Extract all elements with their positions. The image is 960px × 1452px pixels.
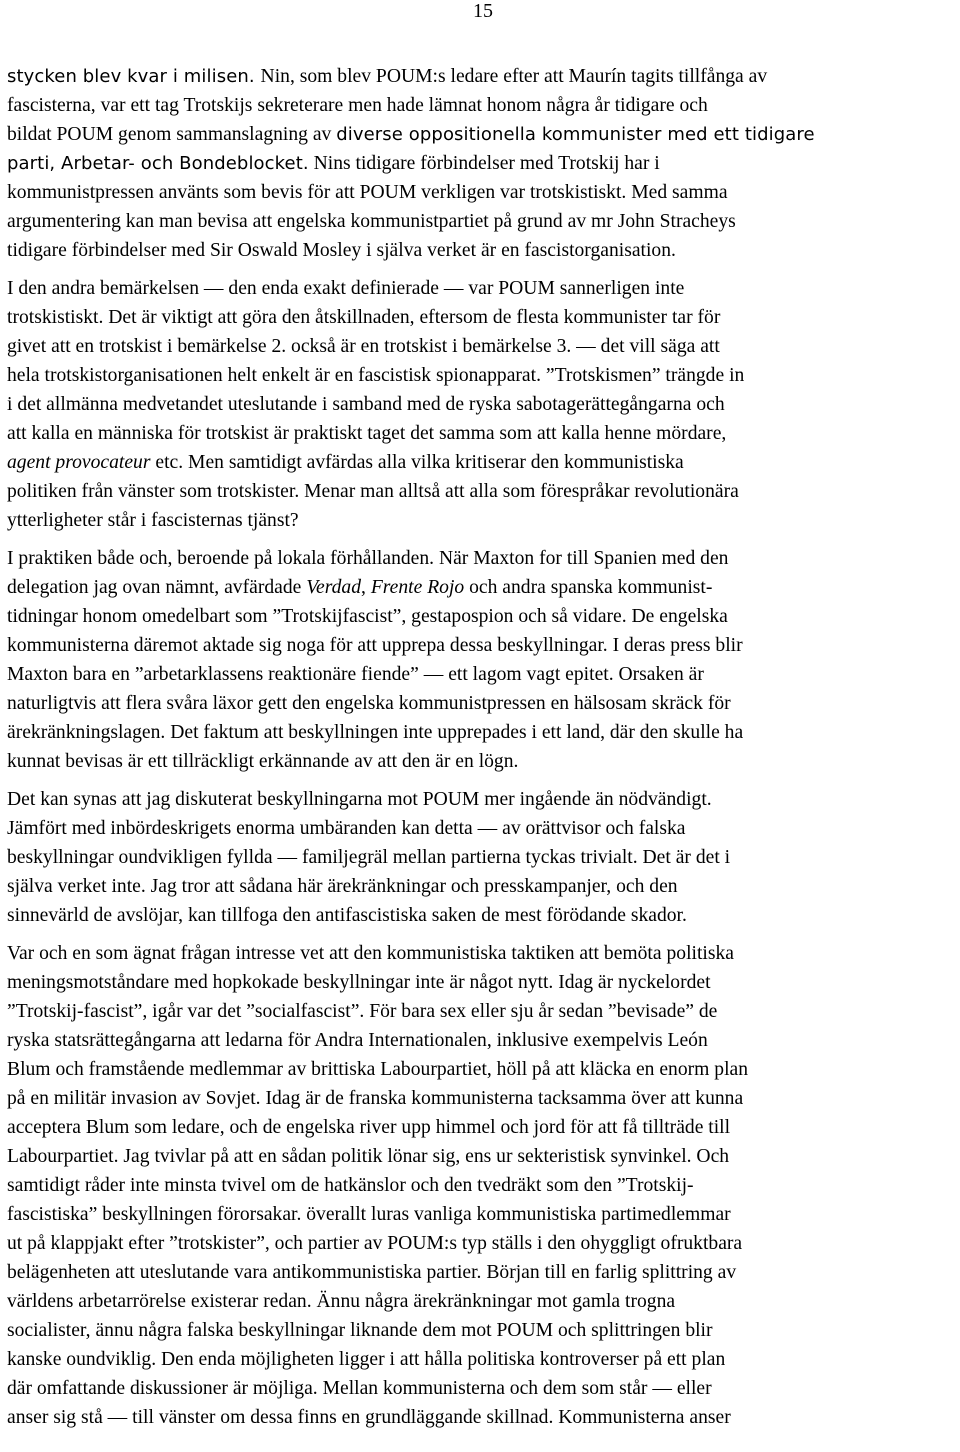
italic-text: Frente Rojo [370, 577, 465, 598]
italic-text: agent provocateur [7, 452, 151, 473]
paragraph [7, 785, 955, 930]
text-segment: I praktiken både och, beroende på lokala förhållanden. När Maxton for till Spanien med den delegation jag ovan nämnt, avfärdade [7, 548, 729, 598]
text-segment: I den andra bemärkelsen — den enda exakt definierade — var POUM sannerligen inte trotskistiskt. Det är viktigt att göra den åtskillnaden, eftersom de flesta kommunister tar för givet att en trotskist i bemärkelse 2. också är en trotskist i bemärkelse 3. — det vill säga att hela trotskistorganisationen helt enkelt är en fascistisk spionapparat. ”Trotskismen” trängde in i det allmänna medvetandet uteslutande i samband med de ryska sabotagerättegångarna och att kalla en människa för trotskist är praktiskt taget det samma som att kalla henne mördare, [7, 278, 745, 444]
italic-text: Verdad [306, 577, 362, 598]
text-segment: Det kan synas att jag diskuterat beskyllningarna mot POUM mer ingående än nödvändigt. Jämfört med inbördeskrigets enorma umbäranden kan detta — av orättvisor och falska beskyllningar oundvikligen fyllda — familjegräl mellan partierna tyckas trivialt. Det är det i själva verket inte. Jag tror att sådana här ärekränkningar och presskampanjer, och den sinnevärld de avslöjar, kan tillfoga den antifascistiska saken de mest förödande skador. [7, 789, 731, 926]
text-segment: Nins tidigare förbindelser med Trotskij har i kommunistpressen använts som bevis för att POUM verkligen var trotskistiskt. Med samma argumentering kan man bevisa att engelska kommunistpartiet på grund av mr John Stracheys tidigare förbindelser med Sir Oswald Mosley i själva verket är en fascistorganisation. [7, 153, 736, 261]
paragraph [7, 274, 955, 535]
text-segment: och andra spanska kommunist- tidningar honom omedelbart som ”Trotskijfascist”, gestapospion och så vidare. De engelska kommunisterna däremot aktade sig noga för att upprepa dessa beskyllningar. I deras press blir Maxton bara en ”arbetarklassens reaktionäre fiende” — ett lagom vagt epitet. Orsaken är naturligtvis att flera svåra läxor gett den engelska kommunistpressen en hälsosam skräck för ärekränkningslagen. Det faktum att beskyllningen inte upprepades i ett land, där den skulle ha kunnat bevisas är ett tillräckligt erkännande av att den är en lögn. [7, 577, 744, 772]
text-segment: etc. Men samtidigt avfärdas alla vilka kritiserar den kommunistiska politiken från vänster som trotskister. Menar man alltså att alla som förespråkar revolutionära ytterligheter står i fascisternas tjänst? [7, 452, 739, 531]
text-segment: diverse oppositionella kommunister med ett tidigare parti, Arbetar- och Bondeblocket. [7, 124, 815, 174]
text-segment: , [361, 577, 371, 598]
page-number: 15 [473, 0, 493, 22]
text-segment: Var och en som ägnat frågan intresse vet att den kommunistiska taktiken att bemöta politiska meningsmotståndare med hopkokade beskyllningar inte är något nytt. Idag är nyckelordet ”Trotskij-fascist”, igår var det ”socialfascist”. För bara sex eller sju år sedan ”bevisade” de ryska statsrättegångarna att ledarna för Andra Internationalen, inklusive exempelvis León Blum och framstående medlemmar av brittiska Labourpartiet, höll på att kläcka en enorm plan på en militär invasion av Sovjet. Idag är de franska kommunisterna tacksamma över att kunna acceptera Blum som ledare, och de engelska river upp himmel och jord för att få tillträde till Labourpartiet. Jag tvivlar på att en sådan politik lönar sig, ens ur sekteristisk synvinkel. Och samtidigt råder inte minsta tvivel om de hatkänslor och den tvedräkt som den ”Trotskij- fascistiska” beskyllningen förorsakar. överallt luras vanliga kommunistiska partimedlemmar ut på klappjakt efter ”trotskister”, och partier av POUM:s typ ställs i den ohyggligt ofruktbara belägenheten att uteslutande vara antikommunistiska partier. Början till en farlig splittring av världens arbetarrörelse existerar redan. Ännu några ärekränkningar mot gamla trogna socialister, ännu några falska beskyllningar liknande dem mot POUM och splittringen blir kanske oundviklig. Den enda möjligheten ligger i att hålla politiska kontroverser på ett plan där omfattande diskussioner är möjliga. Mellan kommunisterna och dem som står — eller anser sig stå — till vänster om dessa finns en grundläggande skillnad. Kommunisterna anser [7, 943, 749, 1428]
paragraph [7, 544, 955, 776]
text-segment: Nin, som blev POUM:s ledare efter att Maurín tagits tillfånga av fascisterna, var ett tag Trotskijs sekreterare men hade lämnat honom några år tidigare och bildat POUM genom sammanslagning av [7, 66, 768, 145]
paragraph [7, 62, 955, 265]
paragraph [7, 939, 955, 1432]
document-body [7, 62, 955, 1441]
text-segment: stycken blev kvar i milisen. [7, 66, 261, 87]
